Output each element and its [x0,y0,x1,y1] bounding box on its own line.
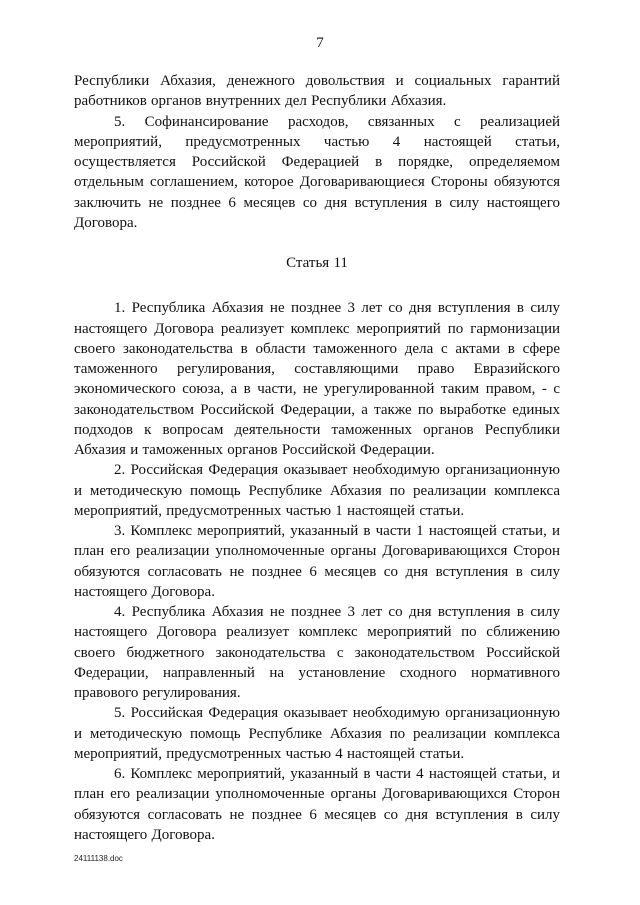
document-body [74,71,560,845]
paragraph-item-5: 5. Софинансирование расходов, связанных с реализацией мероприятий, предусмотренных частью 4 настоящей статьи, осуществляется Российской Федерацией в порядке, определяемом отдельным соглашением, которое Договаривающиеся Стороны обязуются заключить не позднее 6 месяцев со дня вступления в силу настоящего Договора. [74,113,560,231]
article-paragraph-5: 5. Российская Федерация оказывает необходимую организационную и методическую помощь Республике Абхазия по реализации комплекса мероприятий, предусмотренных частью 4 настоящей статьи. [74,705,560,762]
article-heading: Статья 11 [286,255,348,271]
article-paragraph-4: 4. Республика Абхазия не позднее 3 лет со дня вступления в силу настоящего Договора реализует комплекс мероприятий по сближению своего бюджетного законодательства с законодательством Российской Федерации, направленный на установление сходного нормативного правового регулирования. [74,604,560,701]
article-paragraph-1: 1. Республика Абхазия не позднее 3 лет со дня вступления в силу настоящего Договора реализует комплекс мероприятий по гармонизации своего законодательства в области таможенного дела с актами в сфере таможенного регулирования, составляющими право Евразийского экономического союза, а в части, не урегулированной таким правом, - с законодательством Российской Федерации, а также по выработке единых подходов к вопросам деятельности таможенных органов Республики Абхазия и таможенных органов Российской Федерации. [74,300,560,458]
article-paragraph-3: 3. Комплекс мероприятий, указанный в части 1 настоящей статьи, и план его реализации уполномоченные органы Договаривающихся Сторон обязуются согласовать не позднее 6 месяцев со дня вступления в силу настоящего Договора. [74,523,560,600]
page-number: 7 [316,35,324,51]
footer-filename: 24111138.doc [74,854,123,863]
paragraph-continuation: Республики Абхазия, денежного довольствия и социальных гарантий работников органов внутренних дел Республики Абхазия. [74,73,560,110]
article-paragraph-2: 2. Российская Федерация оказывает необходимую организационную и методическую помощь Республике Абхазия по реализации комплекса мероприятий, предусмотренных частью 1 настоящей статьи. [74,462,560,519]
article-paragraph-6: 6. Комплекс мероприятий, указанный в части 4 настоящей статьи, и план его реализации уполномоченные органы Договаривающихся Сторон обязуются согласовать не позднее 6 месяцев со дня вступления в силу настоящего Договора. [74,766,560,843]
